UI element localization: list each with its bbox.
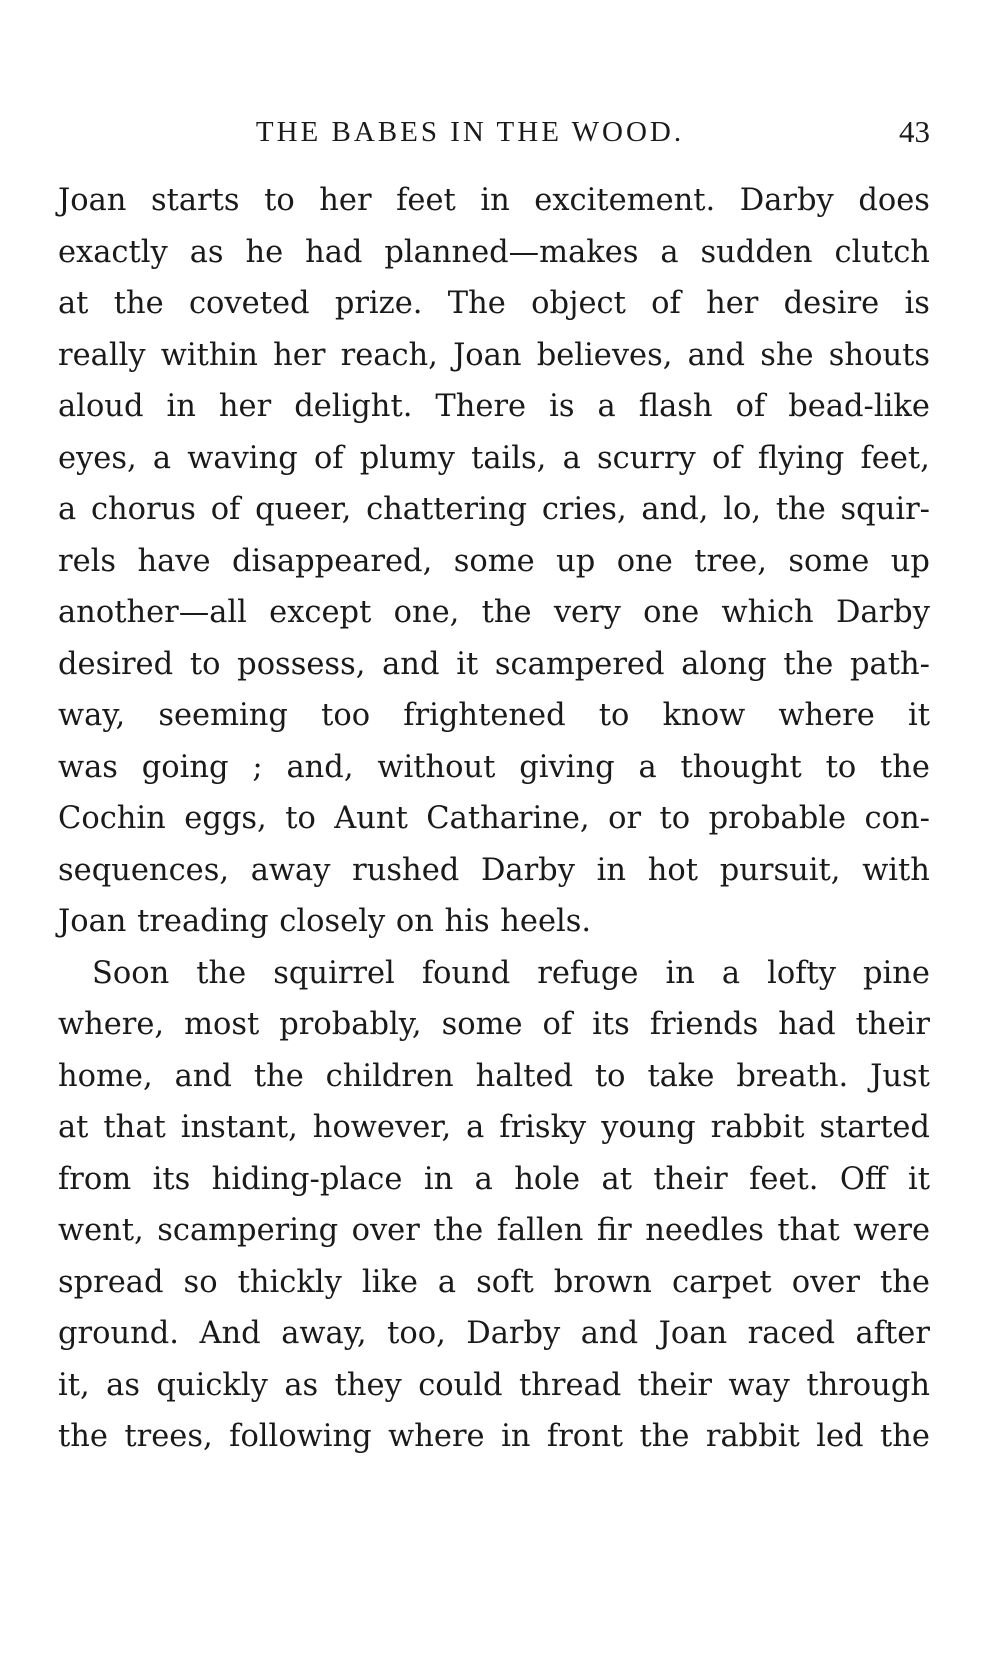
word: too,	[387, 1316, 446, 1351]
word: friends	[649, 1007, 759, 1042]
word: Aunt	[334, 801, 408, 836]
word: Joan	[58, 183, 127, 218]
word: have	[137, 543, 211, 579]
word: it	[907, 698, 930, 733]
text-line	[58, 1411, 930, 1463]
word: refuge	[537, 955, 639, 991]
word: raced	[747, 1316, 836, 1351]
text-line	[58, 330, 930, 382]
word: and	[174, 1058, 232, 1094]
word: aloud	[58, 389, 144, 424]
word: away,	[281, 1316, 367, 1351]
word: way	[728, 1367, 790, 1403]
word: one	[643, 595, 700, 630]
word: led	[816, 1419, 864, 1454]
word: chorus	[90, 492, 196, 527]
word: prize.	[334, 286, 423, 321]
word: Darby	[466, 1316, 561, 1351]
word: after	[855, 1316, 930, 1351]
word: without	[377, 749, 496, 785]
word: the	[113, 286, 164, 321]
text-line	[58, 690, 930, 742]
word: a	[660, 234, 679, 270]
word: she	[760, 337, 814, 373]
word: their	[653, 1161, 728, 1197]
word: carpet	[671, 1264, 772, 1300]
word: rushed	[352, 852, 460, 888]
word: a	[152, 440, 172, 476]
text-line	[58, 639, 930, 691]
word: the	[879, 1264, 930, 1300]
word: away	[250, 852, 331, 888]
word: giving	[519, 749, 615, 785]
word: clutch	[834, 234, 930, 270]
word: desire	[783, 286, 880, 321]
word: could	[418, 1367, 503, 1403]
word: in	[423, 1161, 454, 1197]
text-line	[58, 227, 930, 279]
text-line	[58, 381, 930, 433]
word: his	[444, 904, 490, 939]
word: fir	[596, 1213, 632, 1248]
word: of	[313, 440, 344, 476]
word: starts	[150, 183, 240, 218]
text-line	[58, 1308, 930, 1360]
word: that	[103, 1110, 166, 1145]
text-line	[58, 1102, 930, 1154]
word: really	[58, 337, 146, 373]
word: waving	[187, 440, 298, 476]
word: on	[395, 904, 434, 939]
word: over	[351, 1213, 420, 1248]
word: that	[777, 1213, 840, 1248]
word: and	[580, 1316, 639, 1351]
word: hot	[647, 852, 699, 888]
word: its	[592, 1007, 630, 1042]
word: flash	[638, 389, 713, 424]
word: her	[706, 286, 759, 321]
text-line	[58, 536, 930, 588]
word: like	[361, 1264, 418, 1300]
word: her	[218, 389, 272, 424]
word: a	[721, 955, 741, 991]
word: a	[474, 1161, 493, 1197]
text-line	[58, 999, 930, 1051]
word: their	[855, 1007, 930, 1042]
word: pine	[863, 955, 930, 991]
word: with	[862, 852, 930, 888]
word: a	[638, 749, 657, 785]
word: thread	[518, 1367, 622, 1403]
text-line	[58, 1154, 930, 1206]
word: most	[184, 1007, 260, 1042]
word: the	[880, 749, 930, 785]
word: delight.	[294, 389, 413, 424]
word: cries,	[541, 492, 627, 527]
word: feet	[396, 183, 456, 218]
word: some	[441, 1007, 523, 1042]
word: and,	[286, 749, 354, 785]
word: know	[662, 698, 746, 733]
word: had	[778, 1007, 836, 1042]
word: where	[778, 698, 875, 733]
word: Cochin	[58, 801, 166, 836]
word: reach,	[340, 337, 438, 373]
word: the	[783, 646, 834, 682]
word: of	[210, 492, 241, 527]
word: over	[791, 1264, 860, 1300]
word: following	[229, 1419, 372, 1454]
word: probable	[708, 801, 847, 836]
word: hiding-place	[211, 1161, 403, 1197]
word: her	[319, 183, 372, 218]
word: at	[58, 286, 89, 321]
word: does	[858, 183, 930, 218]
word: quickly	[156, 1367, 268, 1403]
word: from	[58, 1161, 132, 1197]
running-head	[60, 112, 930, 152]
word: breath.	[736, 1058, 849, 1094]
word: were	[853, 1213, 930, 1248]
word: a	[437, 1264, 457, 1300]
body-text	[58, 175, 930, 1463]
word: And	[199, 1316, 261, 1351]
word: to	[659, 801, 691, 836]
word: planned—makes	[384, 234, 639, 270]
page-number: 43	[899, 114, 930, 149]
word: disappeared,	[232, 543, 433, 579]
word: instant,	[180, 1110, 298, 1145]
word: halted	[475, 1058, 574, 1094]
word: children	[325, 1058, 454, 1094]
word: or	[608, 801, 642, 836]
word: con-	[864, 801, 930, 836]
word: a	[58, 492, 77, 527]
word: a	[466, 1110, 485, 1145]
word: in	[480, 183, 510, 218]
word: at	[601, 1161, 632, 1197]
word: they	[334, 1367, 402, 1403]
word: spread	[58, 1264, 164, 1300]
text-line	[58, 1205, 930, 1257]
word: coveted	[188, 286, 310, 321]
word: believes,	[536, 337, 673, 373]
word: started	[819, 1110, 930, 1145]
word: desired	[58, 646, 174, 682]
word: home,	[58, 1058, 153, 1094]
word: path-	[850, 646, 930, 682]
word: queer,	[255, 492, 352, 527]
word: rabbit	[705, 1419, 800, 1454]
word: pursuit,	[719, 852, 841, 888]
word: and	[382, 646, 440, 682]
word: closely	[279, 904, 386, 939]
word: Catharine,	[426, 801, 590, 836]
word: was	[58, 749, 118, 785]
word: thickly	[237, 1264, 342, 1300]
word: to	[264, 183, 295, 218]
text-line	[58, 587, 930, 639]
word: the	[253, 1058, 304, 1094]
word: as	[106, 1367, 140, 1403]
word: scurry	[596, 440, 696, 476]
word: so	[183, 1264, 218, 1300]
word: to	[285, 801, 316, 836]
word: feet.	[749, 1161, 819, 1197]
word: too	[321, 698, 371, 733]
word: along	[681, 646, 767, 682]
word: the	[880, 1419, 930, 1454]
word: in	[596, 852, 627, 888]
word: in	[501, 1419, 531, 1454]
text-line	[58, 1051, 930, 1103]
word: bead-like	[788, 389, 930, 424]
word: Joan	[453, 337, 522, 373]
word: rels	[58, 543, 117, 579]
text-line	[58, 742, 930, 794]
word: its	[152, 1161, 191, 1197]
word: squirrel	[273, 955, 395, 991]
word: lo,	[723, 492, 762, 527]
word: squir-	[840, 492, 930, 527]
word: through	[806, 1367, 930, 1403]
word: frightened	[403, 698, 566, 733]
word: some	[453, 543, 535, 579]
word: chattering	[366, 492, 528, 527]
word: of	[542, 1007, 573, 1042]
word: sequences,	[58, 852, 230, 888]
word: the	[481, 595, 532, 630]
word: where,	[58, 1007, 165, 1042]
word: Joan	[58, 904, 127, 939]
word: ground.	[58, 1316, 179, 1351]
word: tails,	[471, 440, 547, 476]
word: had	[305, 234, 363, 270]
word: where	[388, 1419, 485, 1454]
word: it,	[58, 1367, 90, 1403]
word: in	[665, 955, 695, 991]
word: to	[189, 646, 221, 682]
text-line	[58, 484, 930, 536]
word: eyes,	[58, 440, 137, 476]
word: within	[160, 337, 258, 373]
text-line	[58, 1257, 930, 1309]
text-line	[58, 433, 930, 485]
word: probably,	[279, 1007, 422, 1042]
word: of	[711, 440, 742, 476]
word: Darby	[739, 183, 834, 218]
word: up	[890, 543, 930, 579]
word: scampering	[157, 1213, 339, 1248]
word: at	[58, 1110, 89, 1145]
word: of	[735, 389, 766, 424]
word: it	[456, 646, 479, 682]
word: up	[556, 543, 596, 579]
text-line	[58, 845, 930, 897]
word: and	[687, 337, 746, 373]
word: to	[598, 698, 630, 733]
word: the	[196, 955, 247, 991]
word: the	[58, 1419, 108, 1454]
word: object	[531, 286, 626, 321]
word: going	[141, 749, 229, 785]
word: as	[284, 1367, 319, 1403]
word: shouts	[828, 337, 930, 373]
word: young	[601, 1110, 696, 1145]
word: plumy	[359, 440, 455, 476]
text-line	[58, 896, 930, 948]
word: Soon	[92, 955, 170, 991]
word: front	[546, 1419, 624, 1454]
text-line	[58, 278, 930, 330]
word: feet,	[860, 440, 930, 476]
text-line	[58, 1360, 930, 1412]
word: and,	[641, 492, 709, 527]
word: which	[721, 595, 814, 630]
word: found	[421, 955, 511, 991]
word: to	[825, 749, 857, 785]
word: except	[269, 595, 372, 630]
word: as	[189, 234, 224, 270]
word: rabbit	[710, 1110, 805, 1145]
word: exactly	[58, 234, 168, 270]
word: There	[435, 389, 527, 424]
word: in	[166, 389, 196, 424]
word: their	[637, 1367, 712, 1403]
word: frisky	[499, 1110, 587, 1145]
word: heels.	[500, 904, 592, 939]
word: possess,	[237, 646, 366, 682]
word: however,	[312, 1110, 452, 1145]
word: fallen	[496, 1213, 584, 1248]
word: seeming	[158, 698, 288, 733]
word: it	[907, 1161, 930, 1197]
word: sudden	[700, 234, 813, 270]
word: one	[616, 543, 673, 579]
word: the	[433, 1213, 484, 1248]
word: went,	[58, 1213, 144, 1248]
word: take	[647, 1058, 715, 1094]
text-line	[58, 175, 930, 227]
word: very	[553, 595, 621, 630]
word: excitement.	[534, 183, 716, 218]
word: lofty	[767, 955, 836, 991]
word: The	[447, 286, 506, 321]
word: Joan	[658, 1316, 728, 1351]
word: tree,	[694, 543, 767, 579]
word: the	[639, 1419, 690, 1454]
word: the	[775, 492, 826, 527]
word: ;	[252, 749, 263, 785]
word: treading	[137, 904, 269, 939]
word: hole	[514, 1161, 581, 1197]
word: Off	[839, 1161, 887, 1197]
word: eggs,	[184, 801, 267, 836]
word: he	[245, 234, 284, 270]
word: some	[788, 543, 870, 579]
text-line	[58, 793, 930, 845]
word: a	[597, 389, 616, 424]
word: Darby	[480, 852, 575, 888]
word: needles	[645, 1213, 764, 1248]
word: flying	[757, 440, 845, 476]
word: of	[651, 286, 681, 321]
word: is	[904, 286, 930, 321]
text-line	[58, 948, 930, 1000]
word: way,	[58, 698, 126, 733]
word: Darby	[835, 595, 930, 630]
word: trees,	[124, 1419, 213, 1454]
word: is	[549, 389, 575, 424]
word: a	[562, 440, 581, 476]
word: soft	[476, 1264, 534, 1300]
word: to	[594, 1058, 626, 1094]
word: scampered	[494, 646, 665, 682]
running-title: THE BABES IN THE WOOD.	[255, 116, 685, 148]
word: brown	[553, 1264, 652, 1300]
word: her	[273, 337, 326, 373]
word: thought	[680, 749, 802, 785]
word: another—all	[58, 595, 247, 630]
word: one,	[393, 595, 460, 630]
word: Just	[870, 1058, 930, 1094]
